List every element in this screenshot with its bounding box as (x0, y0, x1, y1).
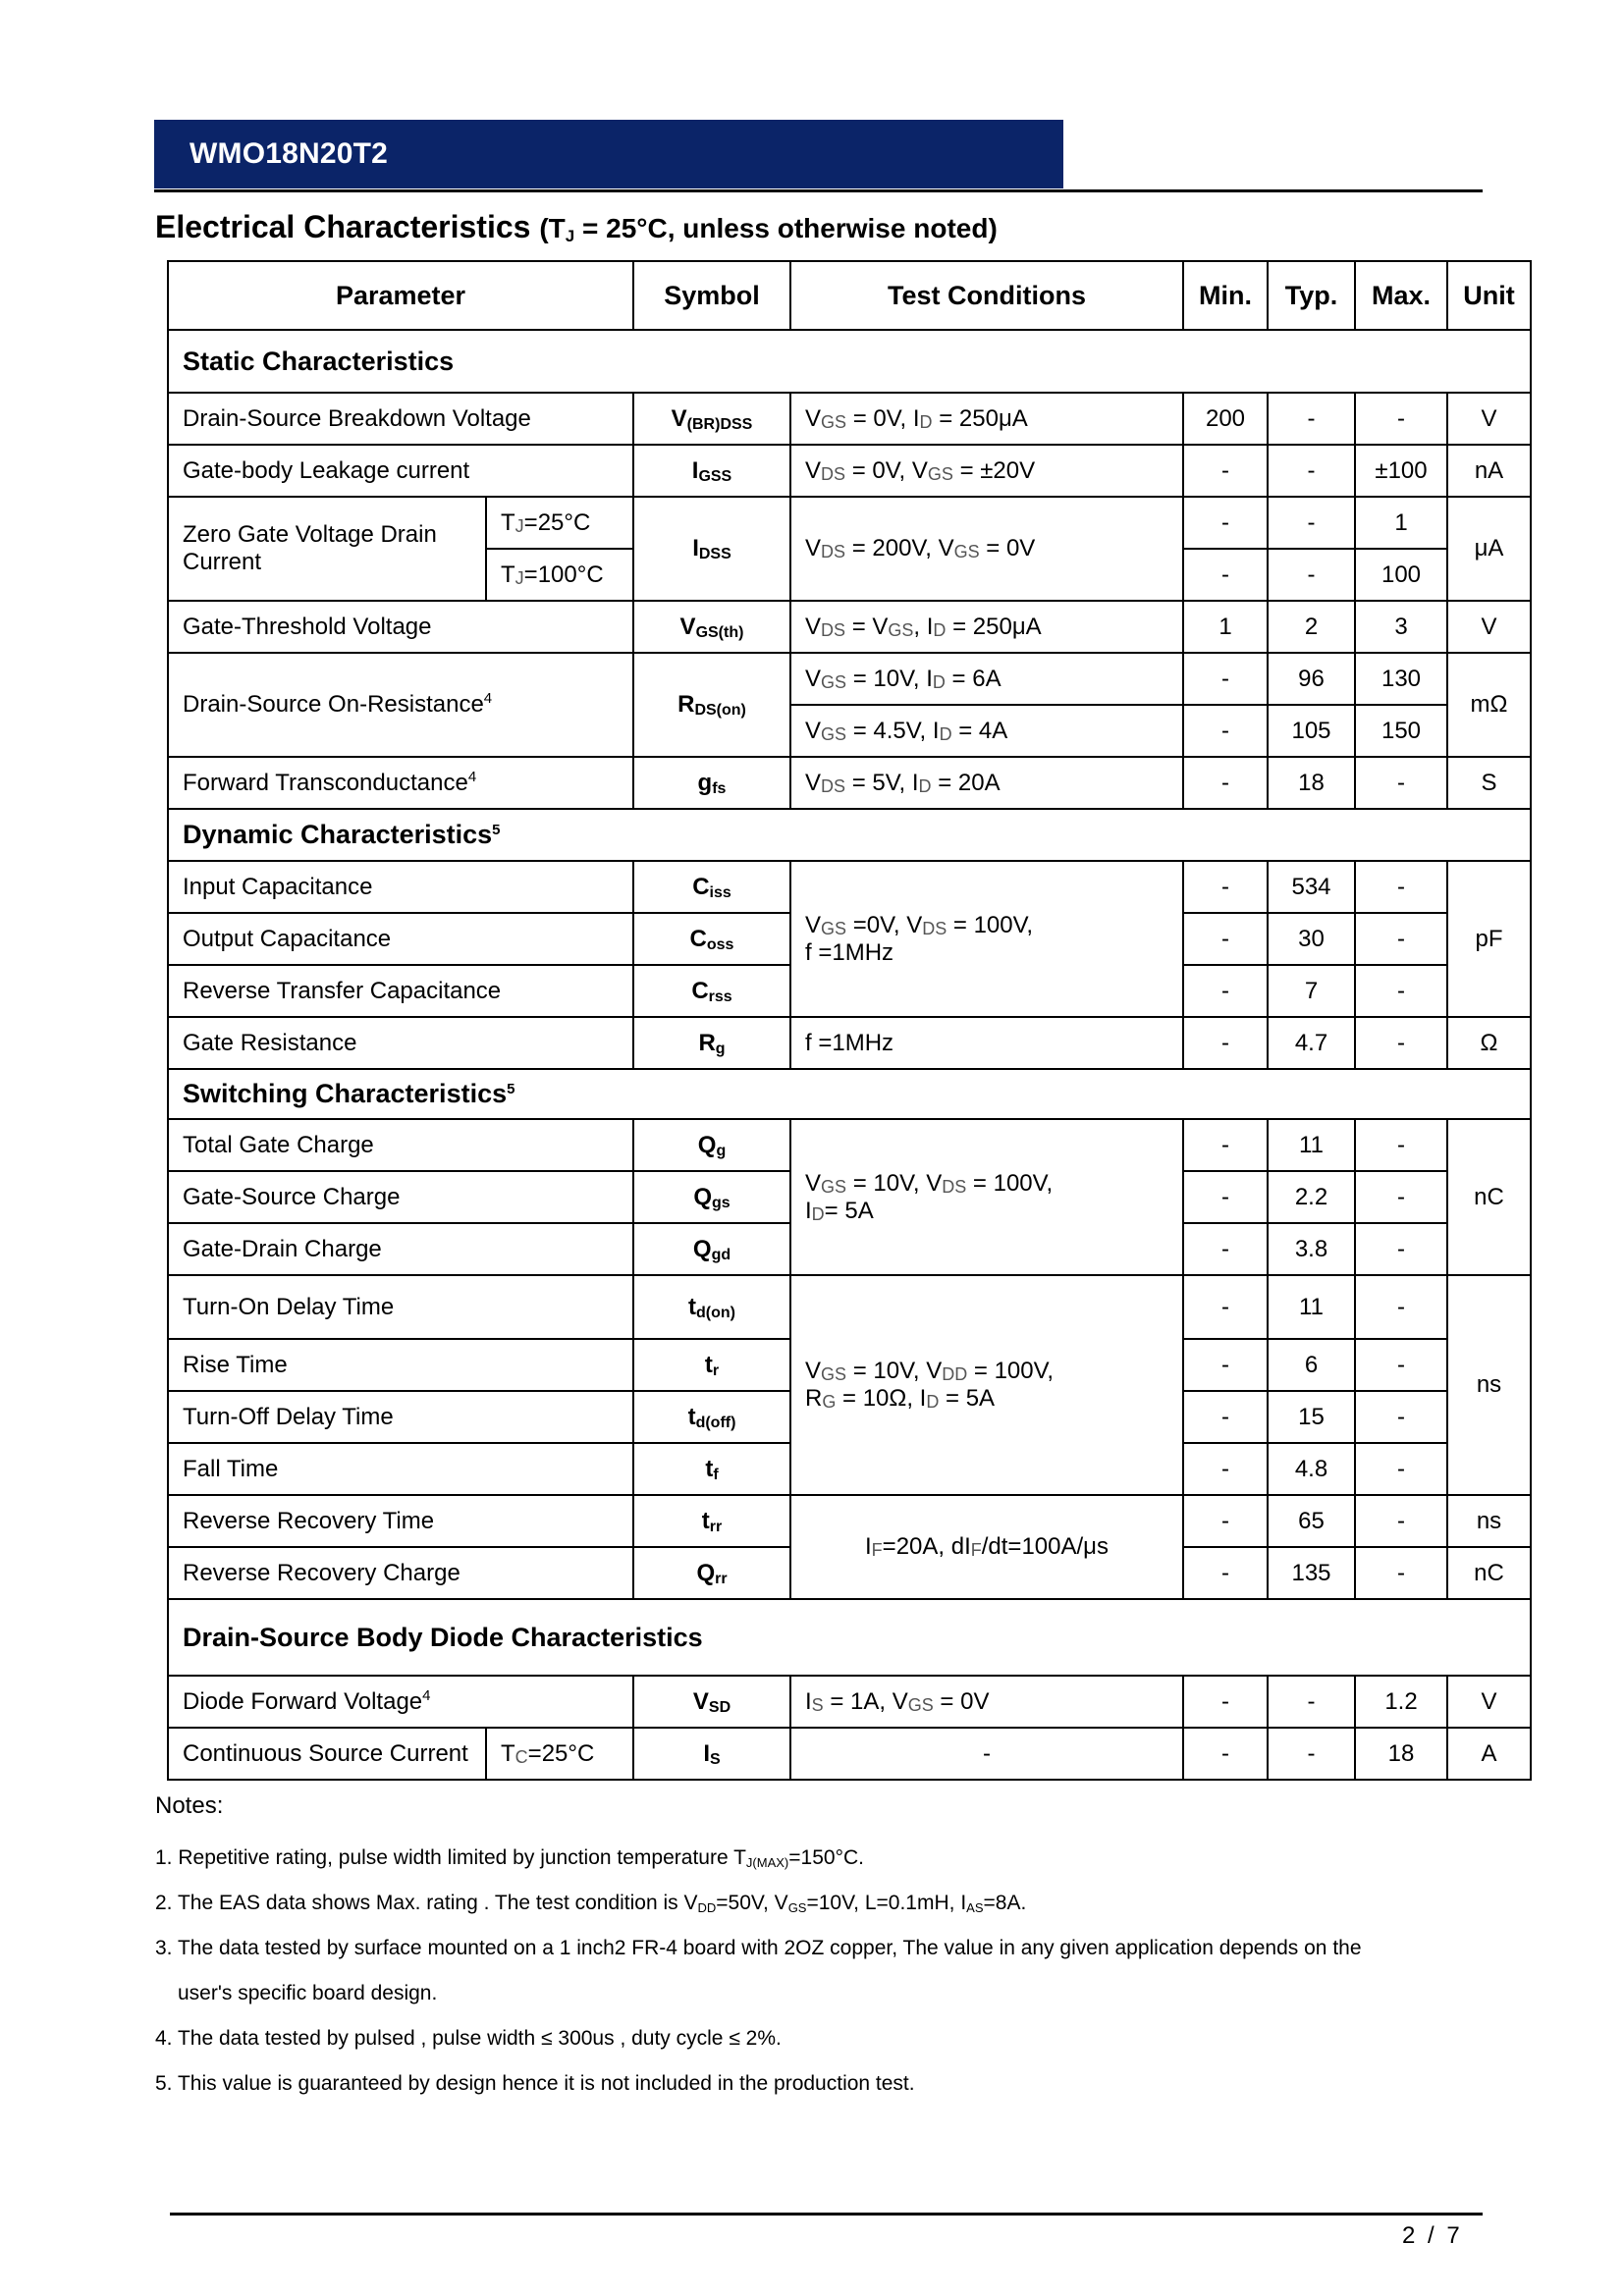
typ-rdson-1: 96 (1268, 653, 1355, 705)
category-row (168, 809, 1531, 861)
unit-idss: μA (1447, 497, 1531, 601)
param-igss: Gate-body Leakage current (168, 445, 633, 497)
max-trr: - (1355, 1495, 1447, 1547)
sym-trr: trr (633, 1495, 790, 1547)
min-is: - (1183, 1728, 1268, 1780)
typ-gfs: 18 (1268, 757, 1355, 809)
table-header-row (168, 261, 1531, 330)
section-condition: ($T_J = 25^\circ C$, unless otherwise noted) (539, 213, 998, 245)
unit-bvdss: V (1447, 393, 1531, 445)
sym-ciss: Ciss (633, 861, 790, 913)
notes-title: Notes: (155, 1792, 224, 1819)
table-row (168, 601, 1531, 653)
min-bvdss: 200 (1183, 393, 1268, 445)
cond-igss: VDS = 0V, VGS = ±20V (790, 445, 1183, 497)
param-ciss: Input Capacitance (168, 861, 633, 913)
min-tf: - (1183, 1443, 1268, 1495)
col-parameter: Parameter (168, 261, 633, 330)
param-trr: Reverse Recovery Time (168, 1495, 633, 1547)
sym-tdon: td(on) (633, 1275, 790, 1339)
cond-bvdss: VGS = 0V, ID = 250μA (790, 393, 1183, 445)
note-1: 1. Repetitive rating, pulse width limited by junction temperature TJ(MAX)=150°C. (155, 1846, 864, 1870)
note-3-cont: user's specific board design. (178, 1982, 438, 2004)
category-row (168, 1599, 1531, 1676)
temp-idss-2: TJ=100°C (486, 549, 633, 601)
cond-idss: VDS = 200V, VGS = 0V (790, 497, 1183, 601)
col-min: Min. (1183, 261, 1268, 330)
max-bvdss: - (1355, 393, 1447, 445)
sym-idss: IDSS (633, 497, 790, 601)
param-rg: Gate Resistance (168, 1017, 633, 1069)
typ-igss: - (1268, 445, 1355, 497)
typ-crss: 7 (1268, 965, 1355, 1017)
cond-switching: VGS = 10V, VDD = 100V, RG = 10Ω, ID = 5A (790, 1275, 1183, 1495)
param-tf: Fall Time (168, 1443, 633, 1495)
max-crss: - (1355, 965, 1447, 1017)
sym-qrr: Qrr (633, 1547, 790, 1599)
unit-rdson: mΩ (1447, 653, 1531, 757)
col-max: Max. (1355, 261, 1447, 330)
static-title: Static Characteristics (168, 330, 1531, 393)
table-row (168, 1119, 1531, 1171)
cond-gfs: VDS = 5V, ID = 20A (790, 757, 1183, 809)
temp-is: TC=25°C (486, 1728, 633, 1780)
typ-tr: 6 (1268, 1339, 1355, 1391)
table-row (168, 1017, 1531, 1069)
typ-rdson-2: 105 (1268, 705, 1355, 757)
max-qg: - (1355, 1119, 1447, 1171)
param-vsd: Diode Forward Voltage$^4$ (168, 1676, 633, 1728)
min-tr: - (1183, 1339, 1268, 1391)
typ-is: - (1268, 1728, 1355, 1780)
param-is: Continuous Source Current (168, 1728, 486, 1780)
dynamic-title: Dynamic Characteristics$^5$ (168, 809, 1531, 861)
max-qgd: - (1355, 1223, 1447, 1275)
sym-qgs: Qgs (633, 1171, 790, 1223)
sym-gfs: gfs (633, 757, 790, 809)
param-qgd: Gate-Drain Charge (168, 1223, 633, 1275)
param-idss: Zero Gate Voltage Drain Current (168, 497, 486, 601)
min-igss: - (1183, 445, 1268, 497)
typ-coss: 30 (1268, 913, 1355, 965)
max-qgs: - (1355, 1171, 1447, 1223)
part-number: WMO18N20T2 (189, 137, 389, 170)
typ-qgs: 2.2 (1268, 1171, 1355, 1223)
max-qrr: - (1355, 1547, 1447, 1599)
sym-tf: tf (633, 1443, 790, 1495)
cond-rg: f =1MHz (790, 1017, 1183, 1069)
cond-gate-charge: VGS = 10V, VDS = 100V, ID= 5A (790, 1119, 1183, 1275)
sym-tdoff: td(off) (633, 1391, 790, 1443)
col-typ: Typ. (1268, 261, 1355, 330)
param-qg: Total Gate Charge (168, 1119, 633, 1171)
cond-vsd: IS = 1A, VGS = 0V (790, 1676, 1183, 1728)
max-tdoff: - (1355, 1391, 1447, 1443)
typ-tdon: 11 (1268, 1275, 1355, 1339)
electrical-characteristics-table (167, 260, 1532, 1781)
typ-vsd: - (1268, 1676, 1355, 1728)
note-3: 3. The data tested by surface mounted on a 1 inch2 FR-4 board with 2OZ copper, The value in any given application depends on the (155, 1937, 1362, 1959)
header-rule (154, 189, 1483, 192)
param-qrr: Reverse Recovery Charge (168, 1547, 633, 1599)
note-2: 2. The EAS data shows Max. rating . The test condition is VDD=50V, VGS=10V, L=0.1mH, IAS=8A. (155, 1892, 1027, 1915)
min-crss: - (1183, 965, 1268, 1017)
sym-rdson: RDS(on) (633, 653, 790, 757)
table-row (168, 1676, 1531, 1728)
param-coss: Output Capacitance (168, 913, 633, 965)
param-tr: Rise Time (168, 1339, 633, 1391)
unit-vgsth: V (1447, 601, 1531, 653)
notes (155, 1792, 1471, 2107)
max-vsd: 1.2 (1355, 1676, 1447, 1728)
cond-rdson-1: VGS = 10V, ID = 6A (790, 653, 1183, 705)
typ-tf: 4.8 (1268, 1443, 1355, 1495)
page-number: 2 / 7 (1402, 2222, 1463, 2249)
typ-tdoff: 15 (1268, 1391, 1355, 1443)
unit-is: A (1447, 1728, 1531, 1780)
min-trr: - (1183, 1495, 1268, 1547)
sym-vsd: VSD (633, 1676, 790, 1728)
category-row (168, 1069, 1531, 1119)
table-row (168, 1495, 1531, 1547)
table-row (168, 757, 1531, 809)
min-idss-1: - (1183, 497, 1268, 549)
footer-rule (170, 2213, 1483, 2216)
unit-trr: ns (1447, 1495, 1531, 1547)
min-qgs: - (1183, 1171, 1268, 1223)
sym-coss: Coss (633, 913, 790, 965)
typ-qrr: 135 (1268, 1547, 1355, 1599)
max-rg: - (1355, 1017, 1447, 1069)
unit-gfs: S (1447, 757, 1531, 809)
section-title (155, 209, 998, 246)
param-crss: Reverse Transfer Capacitance (168, 965, 633, 1017)
min-coss: - (1183, 913, 1268, 965)
param-qgs: Gate-Source Charge (168, 1171, 633, 1223)
table-row (168, 497, 1531, 549)
max-rdson-2: 150 (1355, 705, 1447, 757)
cond-rdson-2: VGS = 4.5V, ID = 4A (790, 705, 1183, 757)
typ-idss-2: - (1268, 549, 1355, 601)
unit-rg: Ω (1447, 1017, 1531, 1069)
max-idss-1: 1 (1355, 497, 1447, 549)
max-igss: ±100 (1355, 445, 1447, 497)
typ-rg: 4.7 (1268, 1017, 1355, 1069)
param-gfs: Forward Transconductance$^4$ (168, 757, 633, 809)
category-row (168, 330, 1531, 393)
max-ciss: - (1355, 861, 1447, 913)
sym-tr: tr (633, 1339, 790, 1391)
cond-capacitance: VGS =0V, VDS = 100V, f =1MHz (790, 861, 1183, 1017)
typ-vgsth: 2 (1268, 601, 1355, 653)
min-rdson-2: - (1183, 705, 1268, 757)
sym-vgsth: VGS(th) (633, 601, 790, 653)
max-is: 18 (1355, 1728, 1447, 1780)
section-title-text: Electrical Characteristics (155, 209, 531, 244)
param-rdson: Drain-Source On-Resistance$^4$ (168, 653, 633, 757)
max-rdson-1: 130 (1355, 653, 1447, 705)
table-row (168, 393, 1531, 445)
min-rdson-1: - (1183, 653, 1268, 705)
max-coss: - (1355, 913, 1447, 965)
param-tdoff: Turn-Off Delay Time (168, 1391, 633, 1443)
unit-switching: ns (1447, 1275, 1531, 1495)
col-test-conditions: Test Conditions (790, 261, 1183, 330)
col-symbol: Symbol (633, 261, 790, 330)
min-rg: - (1183, 1017, 1268, 1069)
table-row (168, 1275, 1531, 1339)
min-qg: - (1183, 1119, 1268, 1171)
sym-qg: Qg (633, 1119, 790, 1171)
max-gfs: - (1355, 757, 1447, 809)
temp-idss-1: TJ=25°C (486, 497, 633, 549)
min-vgsth: 1 (1183, 601, 1268, 653)
note-4: 4. The data tested by pulsed , pulse width ≤ 300us , duty cycle ≤ 2%. (155, 2027, 782, 2050)
cond-vgsth: VDS = VGS, ID = 250μA (790, 601, 1183, 653)
typ-ciss: 534 (1268, 861, 1355, 913)
typ-qg: 11 (1268, 1119, 1355, 1171)
min-tdoff: - (1183, 1391, 1268, 1443)
unit-qrr: nC (1447, 1547, 1531, 1599)
min-qgd: - (1183, 1223, 1268, 1275)
max-tf: - (1355, 1443, 1447, 1495)
param-tdon: Turn-On Delay Time (168, 1275, 633, 1339)
note-5: 5. This value is guaranteed by design hence it is not included in the production test. (155, 2072, 915, 2095)
table-row (168, 1728, 1531, 1780)
sym-is: IS (633, 1728, 790, 1780)
typ-trr: 65 (1268, 1495, 1355, 1547)
typ-qgd: 3.8 (1268, 1223, 1355, 1275)
switching-title: Switching Characteristics$^5$ (168, 1069, 1531, 1119)
sym-bvdss: V(BR)DSS (633, 393, 790, 445)
table-row (168, 445, 1531, 497)
min-gfs: - (1183, 757, 1268, 809)
header-bar (154, 120, 1063, 188)
sym-rg: Rg (633, 1017, 790, 1069)
unit-capacitance: pF (1447, 861, 1531, 1017)
sym-igss: IGSS (633, 445, 790, 497)
unit-vsd: V (1447, 1676, 1531, 1728)
sym-qgd: Qgd (633, 1223, 790, 1275)
max-tr: - (1355, 1339, 1447, 1391)
min-tdon: - (1183, 1275, 1268, 1339)
unit-igss: nA (1447, 445, 1531, 497)
col-unit: Unit (1447, 261, 1531, 330)
unit-gate-charge: nC (1447, 1119, 1531, 1275)
min-ciss: - (1183, 861, 1268, 913)
table-row (168, 861, 1531, 913)
table-row (168, 653, 1531, 705)
min-vsd: - (1183, 1676, 1268, 1728)
typ-bvdss: - (1268, 393, 1355, 445)
max-idss-2: 100 (1355, 549, 1447, 601)
diode-title: Drain-Source Body Diode Characteristics (168, 1599, 1531, 1676)
cond-is: - (790, 1728, 1183, 1780)
max-tdon: - (1355, 1275, 1447, 1339)
param-bvdss: Drain-Source Breakdown Voltage (168, 393, 633, 445)
min-qrr: - (1183, 1547, 1268, 1599)
max-vgsth: 3 (1355, 601, 1447, 653)
cond-recovery: IF=20A, dIF/dt=100A/μs (790, 1495, 1183, 1599)
typ-idss-1: - (1268, 497, 1355, 549)
param-vgsth: Gate-Threshold Voltage (168, 601, 633, 653)
sym-crss: Crss (633, 965, 790, 1017)
min-idss-2: - (1183, 549, 1268, 601)
